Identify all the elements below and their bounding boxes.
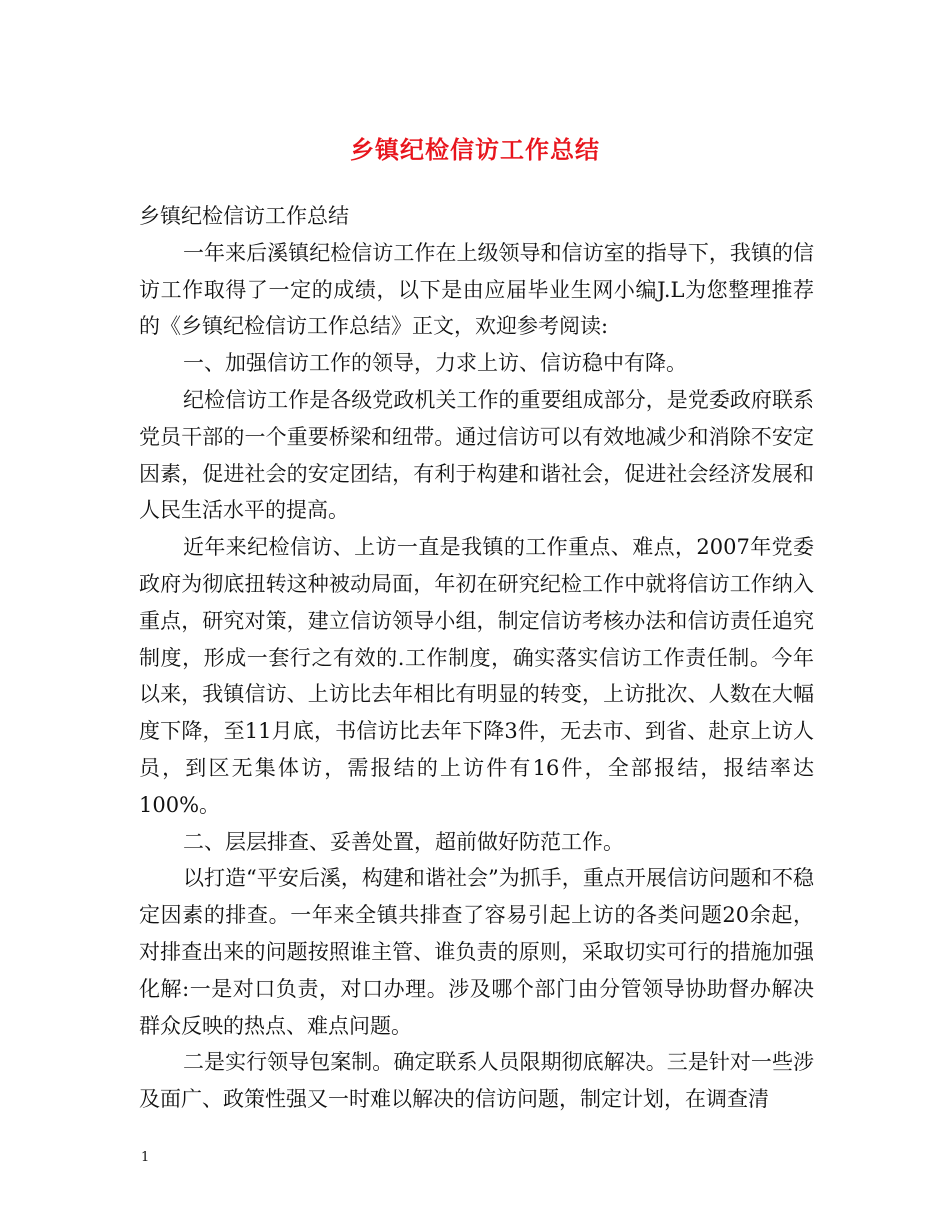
paragraph-subtitle: 乡镇纪检信访工作总结 (139, 204, 349, 228)
paragraph-body: 纪检信访工作是各级党政机关工作的重要组成部分，是党委政府联系党员干部的一个重要桥梁和纽带。通过信访可以有效地减少和消除不安定因素，促进社会的安定团结，有利于构建和谐社会，促进社会经济发展和人民生活水平的提高。 (139, 387, 814, 523)
page-number: 1 (141, 1150, 150, 1165)
paragraph-body: 以打造“平安后溪，构建和谐社会”为抓手，重点开展信访问题和不稳定因素的排查。一年来全镇共排查了容易引起上访的各类问题20余起，对排查出来的问题按照谁主管、谁负责的原则，采取切实可行的措施加强化解:一是对口负责，对口办理。涉及哪个部门由分管领导协助督办解决群众反映的热点、难点问题。 (139, 866, 814, 1038)
document-body (139, 198, 814, 1118)
section-heading-1: 一、加强信访工作的领导，力求上访、信访稳中有降。 (183, 351, 687, 376)
document-title: 乡镇纪检信访工作总结 (350, 135, 600, 164)
paragraph-body: 二是实行领导包案制。确定联系人员限期彻底解决。三是针对一些涉及面广、政策性强又一时难以解决的信访问题，制定计划，在调查清 (139, 1050, 814, 1112)
section-heading-2: 二、层层排查、妥善处置，超前做好防范工作。 (183, 829, 624, 854)
paragraph-intro: 一年来后溪镇纪检信访工作在上级领导和信访室的指导下，我镇的信访工作取得了一定的成绩，以下是由应届毕业生网小编J.L为您整理推荐的《乡镇纪检信访工作总结》正文，欢迎参考阅读: (139, 240, 814, 339)
paragraph-body: 近年来纪检信访、上访一直是我镇的工作重点、难点，2007年党委政府为彻底扭转这种被动局面，年初在研究纪检工作中就将信访工作纳入重点，研究对策，建立信访领导小组，制定信访考核办法和信访责任追究制度，形成一套行之有效的.工作制度，确实落实信访工作责任制。今年以来，我镇信访、上访比去年相比有明显的转变，上访批次、人数在大幅度下降，至11月底，书信访比去年下降3件，无去市、到省、赴京上访人员，到区无集体访，需报结的上访件有16件，全部报结，报结率达100%。 (139, 535, 814, 817)
